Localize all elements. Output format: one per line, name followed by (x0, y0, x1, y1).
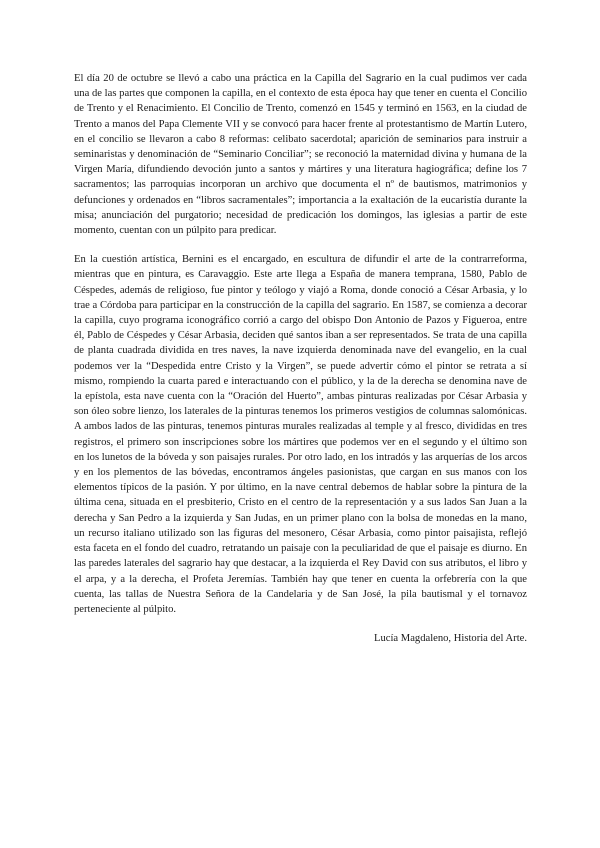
author-signature: Lucía Magdaleno, Historia del Arte. (374, 633, 527, 645)
paragraph-cuestion-artistica: En la cuestión artística, Bernini es el encargado, en escultura de difundir el arte de la contrarreforma, mientras que en pintura, es Caravaggio. Este arte llega a España de manera temprana, 1580, Pablo de Céspedes, además de religioso, fue pintor y teólogo y viajó a Roma, donde conoció a César Arbasia, y lo trae a Córdoba para participar en la construcción de la capilla del sagrario. En 1587, se comienza a decorar la capilla, cuyo programa iconográfico corrió a cargo del obispo Don Antonio de Pazos y Figueroa, entre él, Pablo de Céspedes y César Arbasia, deciden qué santos iban a ser representados. Se trata de una capilla de planta cuadrada dividida en tres naves, la nave izquierda denominada nave del evangelio, en la cual podemos ver la “Despedida entre Cristo y la Virgen”, se puede advertir cómo el pintor se retrata a sí mismo, rompiendo la cuarta pared e interactuando con el público, y la de la derecha se denomina nave de la epístola, esta nave cuenta con la “Oración del Huerto”, ambas pinturas realizadas por César Arbasia y son óleo sobre lienzo, los laterales de la pinturas tenemos los primeros vestigios de columnas salomónicas. A ambos lados de las pinturas, tenemos pinturas murales realizadas al temple y al fresco, divididas en tres registros, el primero son inscripciones sobre los mártires que podemos ver en el segundo y el último son en los lunetos de la bóveda y son paisajes rurales. Por otro lado, en los intradós y las arquerías de los arcos y en los plementos de las bóvedas, encontramos ángeles pasionistas, que cargan en sus manos con los elementos típicos de la pasión. Y por último, en la nave central debemos de hablar sobre la pintura de la última cena, situada en el presbiterio, Cristo en el centro de la representación y a sus lados San Juan a la derecha y San Pedro a la izquierda y San Judas, en un primer plano con la bolsa de monedas en la mano, un recurso italiano utilizado son las figuras del mesonero, César Arbasia, como pintor paisajista, reflejó esta faceta en el fondo del cuadro, retratando un paisaje con la peculiaridad de que el paisaje es diurno. En las paredes laterales del sagrario hay que destacar, a la izquierda el Rey David con sus atributos, el libro y el arpa, y a la derecha, el Profeta Jeremías. También hay que tener en cuenta la orfebrería con la que cuenta, las tallas de Nuestra Señora de la Candelaria y de San José, la pila bautismal y el tornavoz perteneciente al púlpito. (74, 254, 527, 615)
document-page (74, 71, 527, 646)
paragraph-concilio-trento: El día 20 de octubre se llevó a cabo una práctica en la Capilla del Sagrario en la cual pudimos ver cada una de las partes que componen la capilla, en el contexto de esta época hay que tener en cuenta el Concilio de Trento y el Renacimiento. El Concilio de Trento, comenzó en 1545 y terminó en 1563, en la ciudad de Trento a manos del Papa Clemente VII y se convocó para hacer frente al protestantismo de Martín Lutero, en el concilio se llevaron a cabo 8 reformas: celibato sacerdotal; aparición de seminarios para instruir a seminaristas y denominación de “Seminario Conciliar”; se reconoció la maternidad divina y humana de la Virgen María, difundiendo devoción junto a santos y mártires y una literatura hagiográfica; define los 7 sacramentos; las parroquias incorporan un archivo que documenta el nº de bautismos, matrimonios y defunciones y ordenados en “libros sacramentales”; importancia a la exaltación de la eucaristía durante la misa; anunciación del purgatorio; necesidad de predicación los domingos, las iglesias a partir de este momento, cuentan con un púlpito para predicar. (74, 73, 527, 237)
